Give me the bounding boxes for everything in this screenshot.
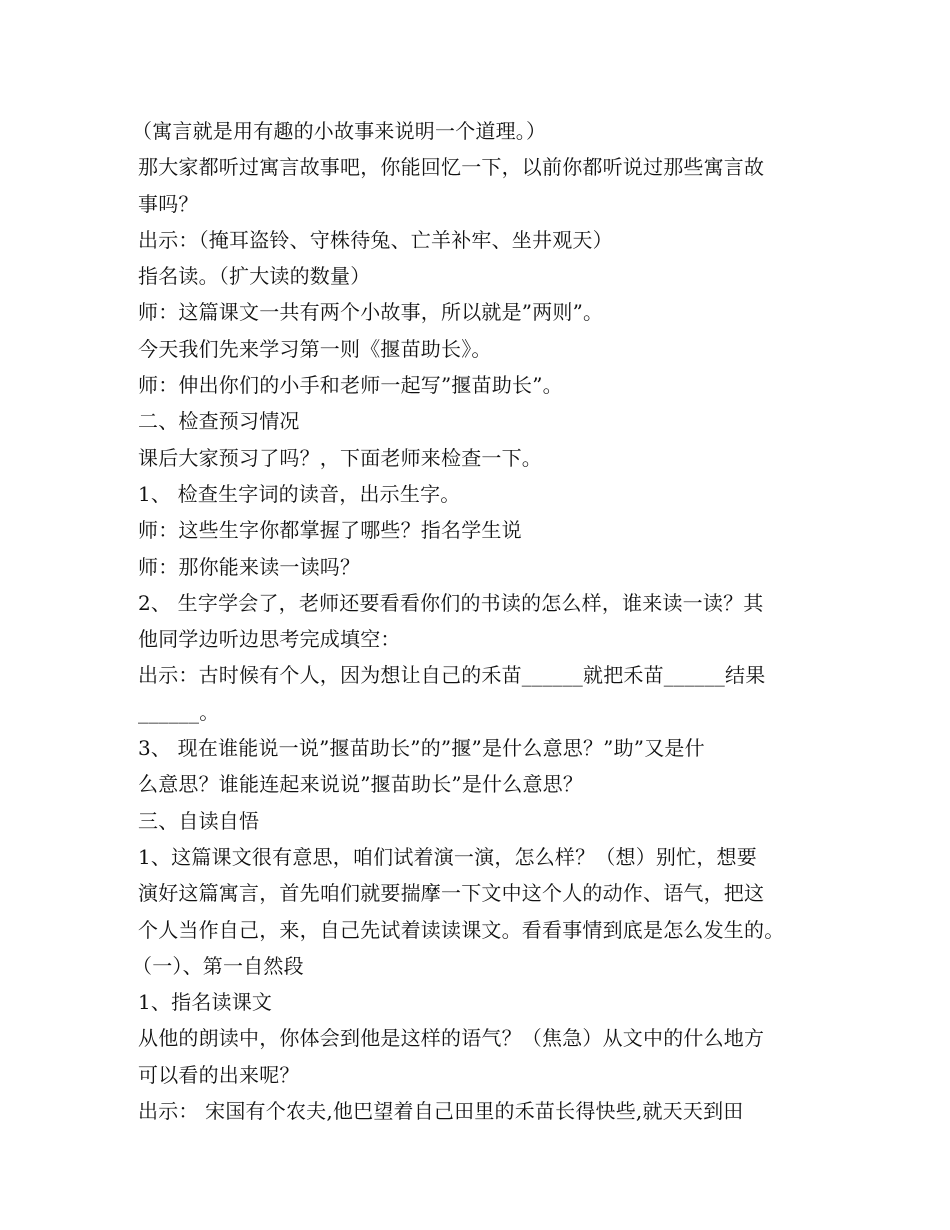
text-line: ______。 [138, 699, 220, 724]
text-line: 今天我们先来学习第一则《揠苗助长》。 [138, 336, 492, 361]
text-line: 师：那你能来读一读吗？ [138, 554, 361, 579]
subsection-heading: （一）、第一自然段 [132, 953, 304, 978]
text-line: 他同学边听边思考完成填空： [138, 627, 401, 652]
text-line: 师：伸出你们的小手和老师一起写”揠苗助长”。 [138, 373, 563, 398]
list-item: 1、 检查生字词的读音，出示生字。 [138, 481, 461, 506]
document-body [132, 113, 828, 1129]
text-line: （寓言就是用有趣的小故事来说明一个道理。） [132, 119, 547, 143]
text-line: 么意思？谁能连起来说说”揠苗助长”是什么意思？ [138, 772, 584, 797]
text-line: 指名读。（扩大读的数量） [138, 264, 371, 289]
text-line: 课后大家预习了吗？，下面老师来检查一下。 [138, 445, 542, 470]
section-heading: 二、检查预习情况 [138, 409, 300, 434]
list-item: 1、指名读课文 [138, 990, 273, 1015]
list-item: 1、这篇课文很有意思，咱们试着演一演，怎么样？（想）别忙，想要 [138, 844, 757, 869]
text-line: 个人当作自己，来，自己先试着读读课文。看看事情到底是怎么发生的。 [138, 917, 785, 942]
text-line: 事吗？ [138, 191, 199, 216]
text-line: 从他的朗读中，你体会到他是这样的语气？（焦急）从文中的什么地方 [138, 1026, 765, 1051]
text-line: 出示： 宋国有个农夫,他巴望着自己田里的禾苗长得快些,就天天到田 [138, 1099, 744, 1124]
list-item: 2、 生字学会了，老师还要看看你们的书读的怎么样，谁来读一读？其 [138, 590, 764, 615]
text-line: 师：这篇课文一共有两个小故事，所以就是”两则”。 [138, 300, 604, 325]
list-item: 3、 现在谁能说一说”揠苗助长”的”揠”是什么意思？”助”又是什 [138, 736, 705, 761]
section-heading: 三、自读自悟 [138, 808, 260, 833]
text-line: 那大家都听过寓言故事吧，你能回忆一下，以前你都听说过那些寓言故 [138, 155, 765, 180]
text-line: 演好这篇寓言，首先咱们就要揣摩一下文中这个人的动作、语气，把这 [138, 881, 765, 906]
text-line: 可以看的出来呢？ [138, 1062, 300, 1087]
text-line: 出示：古时候有个人，因为想让自己的禾苗______就把禾苗______结果 [138, 663, 766, 688]
text-line: 出示：（掩耳盗铃、守株待兔、亡羊补牢、坐井观天） [138, 227, 613, 252]
text-line: 师：这些生字你都掌握了哪些？指名学生说 [138, 518, 522, 543]
